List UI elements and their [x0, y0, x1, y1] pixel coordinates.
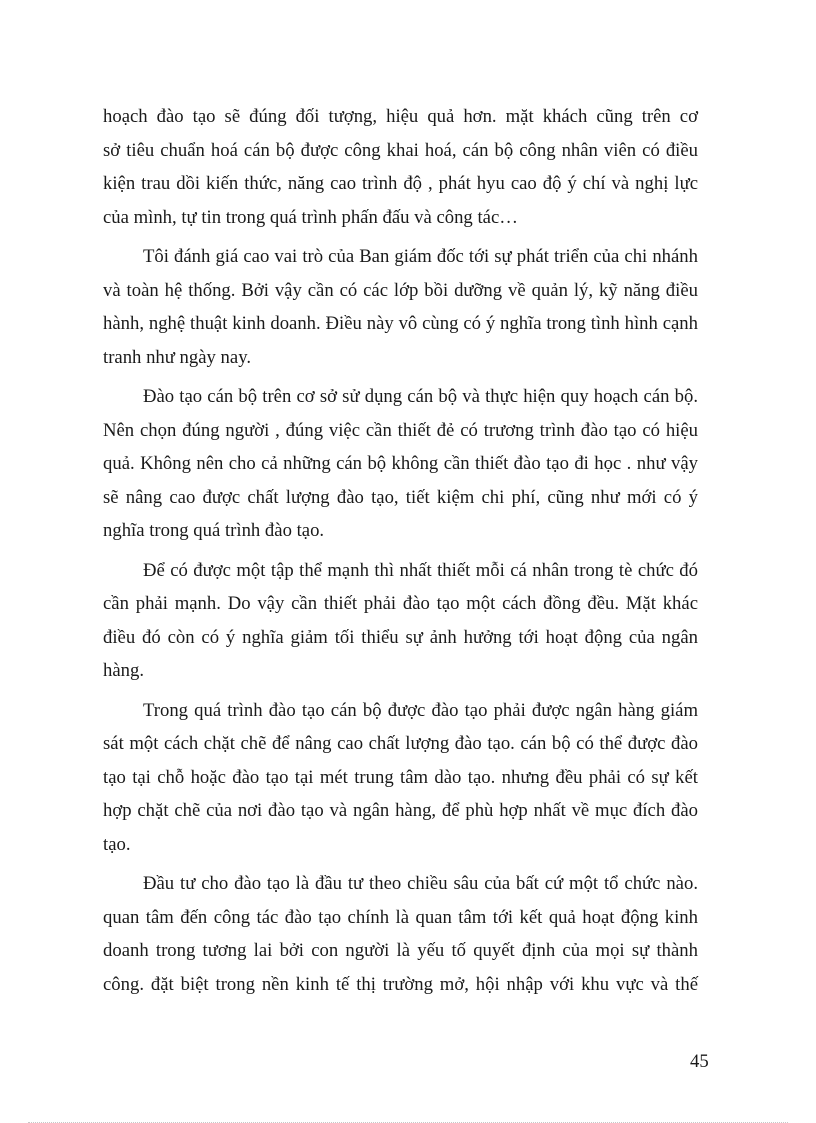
paragraph — [103, 694, 698, 862]
text-line: hoạch đào tạo sẽ đúng đối tượng, hiệu quả hơn. mặt khách cũng trên cơ — [103, 106, 698, 127]
body-text — [103, 100, 698, 1007]
paragraph — [103, 240, 698, 374]
text-line: của mình, tự tin trong quá trình phấn đấu và công tác… — [103, 206, 518, 228]
text-line: Đào tạo cán bộ trên cơ sở sử dụng cán bộ và thực hiện quy hoạch cán bộ. — [143, 386, 698, 407]
text-line: quả. Không nên cho cả những cán bộ không cần thiết đào tạo đi học . như vậy — [103, 453, 698, 474]
text-line: hàng. — [103, 660, 144, 681]
paragraph — [103, 100, 698, 234]
text-line: tranh như ngày nay. — [103, 346, 251, 368]
text-line: tạo. — [103, 833, 131, 855]
text-line: công. đặt biệt trong nền kinh tế thị trường mở, hội nhập với khu vực và thế — [103, 973, 698, 995]
text-line: nghĩa trong quá trình đào tạo. — [103, 520, 325, 541]
text-line: hợp chặt chẽ của nơi đào tạo và ngân hàng, để phù hợp nhất về mục đích đào — [103, 800, 698, 821]
text-line: Tôi đánh giá cao vai trò của Ban giám đốc tới sự phát triển của chi nhánh — [143, 246, 698, 267]
paragraph — [103, 554, 698, 688]
text-line: kiện trau dồi kiến thức, năng cao trình độ , phát hyu cao độ ý chí và nghị lực — [103, 173, 698, 194]
text-line: điều đó còn có ý nghĩa giảm tối thiểu sự ảnh hưởng tới hoạt động của ngân — [103, 626, 698, 648]
text-line: cần phải mạnh. Do vậy cần thiết phải đào tạo một cách đồng đều. Mặt khác — [103, 593, 698, 614]
page-number: 45 — [690, 1051, 709, 1072]
text-line: doanh trong tương lai bởi con người là yếu tố quyết định của mọi sự thành — [103, 940, 698, 961]
text-line: Nên chọn đúng người , đúng việc cần thiết đẻ có trương trình đào tạo có hiệu — [103, 419, 698, 441]
paragraph — [103, 867, 698, 1001]
paragraph — [103, 380, 698, 548]
text-line: và toàn hệ thống. Bởi vậy cần có các lớp bồi dưỡng về quản lý, kỹ năng điều — [103, 279, 698, 301]
text-line: sẽ nâng cao được chất lượng đào tạo, tiết kiệm chi phí, cũng như mới có ý — [103, 486, 698, 508]
text-line: Để có được một tập thể mạnh thì nhất thiết mỗi cá nhân trong tè chức đó — [143, 559, 698, 581]
text-line: hành, nghệ thuật kinh doanh. Điều này vô cùng có ý nghĩa trong tình hình cạnh — [103, 313, 698, 334]
text-line: Đầu tư cho đào tạo là đầu tư theo chiều sâu của bất cứ một tổ chức nào. — [143, 873, 698, 894]
text-line: sở tiêu chuẩn hoá cán bộ được công khai hoá, cán bộ công nhân viên có điều — [103, 139, 698, 161]
text-line: Trong quá trình đào tạo cán bộ được đào tạo phải được ngân hàng giám — [143, 699, 698, 721]
text-line: quan tâm đến công tác đào tạo chính là quan tâm tới kết quả hoạt động kinh — [103, 906, 698, 928]
text-line: tạo tại chỗ hoặc đào tạo tại mét trung tâm dào tạo. nhưng đều phải có sự kết — [103, 766, 698, 788]
text-line: sát một cách chặt chẽ để nâng cao chất lượng đào tạo. cán bộ có thể được đào — [103, 733, 698, 754]
